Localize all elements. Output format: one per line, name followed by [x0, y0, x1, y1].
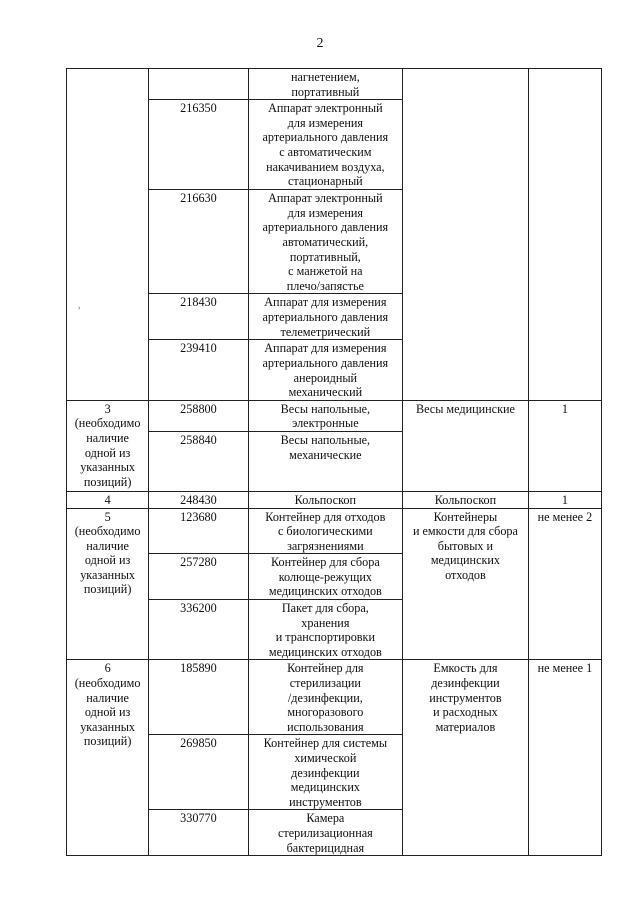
position-number-cell: [67, 69, 149, 401]
type-code-cell: 216350: [149, 100, 248, 190]
item-name-cell: Камера стерилизационная бактерицидная: [248, 810, 402, 856]
equipment-table-body: [67, 69, 602, 856]
type-code-cell: 336200: [149, 600, 248, 660]
type-code-cell: 123680: [149, 508, 248, 554]
item-name-cell: Аппарат для измерения артериального давления анероидный механический: [248, 340, 402, 400]
type-code-cell: 248430: [149, 491, 248, 508]
type-code-cell: [149, 69, 248, 100]
item-name-cell: Весы напольные, электронные: [248, 400, 402, 431]
position-number-cell: 5 (необходимо наличие одной из указанных позиций): [67, 508, 149, 660]
table-row: [67, 491, 602, 508]
item-name-cell: Аппарат электронный для измерения артериального давления автоматический, портативный, с манжетой на плечо/запястье: [248, 190, 402, 294]
position-number-cell: 6 (необходимо наличие одной из указанных позиций): [67, 660, 149, 856]
type-code-cell: 330770: [149, 810, 248, 856]
quantity-cell: не менее 2: [528, 508, 601, 660]
scan-speck: ,: [78, 300, 81, 311]
item-name-cell: нагнетением, портативный: [248, 69, 402, 100]
group-name-cell: [403, 69, 529, 401]
type-code-cell: 216630: [149, 190, 248, 294]
group-name-cell: Емкость для дезинфекции инструментов и расходных материалов: [403, 660, 529, 856]
type-code-cell: 257280: [149, 554, 248, 600]
item-name-cell: Пакет для сбора, хранения и транспортировки медицинских отходов: [248, 600, 402, 660]
type-code-cell: 239410: [149, 340, 248, 400]
item-name-cell: Аппарат электронный для измерения артериального давления с автоматическим накачиванием воздуха, стационарный: [248, 100, 402, 190]
item-name-cell: Аппарат для измерения артериального давления телеметрический: [248, 294, 402, 340]
item-name-cell: Весы напольные, механические: [248, 431, 402, 491]
item-name-cell: Контейнер для стерилизации /дезинфекции, многоразового использования: [248, 660, 402, 735]
table-row: [67, 400, 602, 431]
page-number: 2: [316, 36, 324, 51]
quantity-cell: не менее 1: [528, 660, 601, 856]
position-number-cell: 3 (необходимо наличие одной из указанных позиций): [67, 400, 149, 491]
item-name-cell: Кольпоскоп: [248, 491, 402, 508]
quantity-cell: 1: [528, 491, 601, 508]
group-name-cell: Кольпоскоп: [403, 491, 529, 508]
item-name-cell: Контейнер для сбора колюще-режущих медицинских отходов: [248, 554, 402, 600]
item-name-cell: Контейнер для системы химической дезинфекции медицинских инструментов: [248, 735, 402, 810]
type-code-cell: 269850: [149, 735, 248, 810]
item-name-cell: Контейнер для отходов с биологическими загрязнениями: [248, 508, 402, 554]
type-code-cell: 185890: [149, 660, 248, 735]
equipment-table: [66, 68, 602, 856]
quantity-cell: 1: [528, 400, 601, 491]
group-name-cell: Весы медицинские: [403, 400, 529, 491]
group-name-cell: Контейнеры и емкости для сбора бытовых и медицинских отходов: [403, 508, 529, 660]
position-number-cell: 4: [67, 491, 149, 508]
type-code-cell: 218430: [149, 294, 248, 340]
type-code-cell: 258840: [149, 431, 248, 491]
quantity-cell: [528, 69, 601, 401]
table-row: [67, 69, 602, 100]
table-row: [67, 660, 602, 735]
table-row: [67, 508, 602, 554]
type-code-cell: 258800: [149, 400, 248, 431]
